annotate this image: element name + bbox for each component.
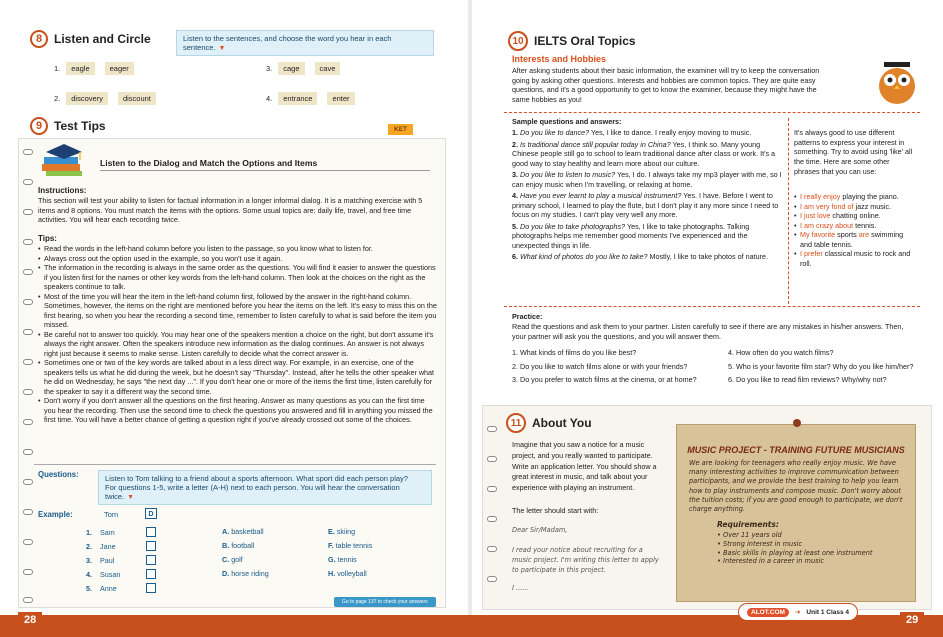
sample-label: Sample questions and answers: (512, 117, 622, 126)
binder-ring-icon (23, 269, 33, 275)
practice-number: 6. (728, 375, 734, 385)
instruction-text: Listen to the sentences, and choose the word you hear in each sentence. (183, 34, 392, 52)
binder-ring-icon (23, 149, 33, 155)
tips-list (38, 244, 438, 425)
option-text: table tennis (335, 541, 373, 550)
sample-qa-list (512, 128, 782, 264)
section-number: 10 (508, 31, 528, 51)
qa-item (512, 222, 782, 251)
check-answers-note[interactable]: Go to page 137 to check your answers (334, 597, 436, 607)
binder-ring-icon (23, 329, 33, 335)
instructions-label: Instructions: (38, 186, 87, 195)
phrase-item (794, 211, 916, 221)
phrase-rest: jazz music. (853, 201, 892, 211)
qa-answer: Yes, I do. I always take my mp3 player with me, so I can enjoy music when I'm travelling, or relaxing at home. (512, 170, 782, 189)
binder-ring-icon (23, 179, 33, 185)
qa-answer: Yes, I like to dance. I really enjoy moving to music. (589, 128, 752, 137)
phrase-item (794, 230, 916, 249)
questions-label: Questions: (38, 470, 79, 479)
answer-box[interactable] (146, 527, 156, 537)
option-item (328, 539, 372, 553)
phrase-highlight: are (858, 230, 870, 239)
left-page (0, 0, 468, 615)
circle-item (54, 62, 138, 75)
phrase-rest: chatting online. (830, 211, 881, 220)
item-number: 2. (54, 94, 61, 103)
option-text: tennis (337, 555, 357, 564)
item-number: 1. (54, 64, 61, 73)
section-number: 9 (30, 117, 48, 135)
word-choice[interactable]: eagle (66, 62, 94, 75)
word-choice[interactable]: cave (315, 62, 341, 75)
letter-ellipsis: I ...... (512, 584, 529, 592)
binder-ring-icon (23, 239, 33, 245)
answer-box[interactable] (146, 555, 156, 565)
option-text: basketball (231, 527, 264, 536)
qa-item (512, 252, 782, 262)
option-item (222, 539, 269, 553)
questions-instruction-box (98, 470, 432, 505)
circle-item (266, 92, 359, 105)
qa-item (512, 170, 782, 189)
practice-text-item: Do you like to watch films alone or with your friends? (520, 361, 688, 371)
tip-item: • Read the words in the left-hand column before you listen to the passage, so you know what to listen for. (38, 244, 438, 254)
practice-number: 3. (512, 375, 518, 385)
option-text: golf (231, 555, 243, 564)
tip-item: • Sometimes one or two of the key words are talked about in a less direct way. For example, in an exercise, one of the speakers tells us what he did during the week, but he doesn't say "Thursday". Instead, after he tells the other speaker what he did on Wednesday, he says "the next day ...". If you don't hear one or more of the items the first time, listen carefully for the speaker to say it a different way the second time. (38, 358, 438, 396)
qa-question: What kind of photos do you like to take? (520, 252, 648, 261)
circle-item (266, 62, 344, 75)
page-number-left: 28 (18, 612, 42, 628)
tips-subtitle: Listen to the Dialog and Match the Options and Items (100, 158, 318, 168)
option-letter: B. (222, 541, 230, 550)
requirement-item: • Strong interest in music (717, 540, 875, 549)
practice-text-item: How often do you watch films? (736, 348, 834, 357)
requirement-item: • Basic skills in playing at least one instrument (717, 549, 875, 558)
instructions-text: This section will test your ability to listen for factual information in a longer informal dialog. It is a matching exercise with 5 items and 8 options. You must match the items with the options. Some usual topics are: daily life, travel, and free time activities. You will hear each recording twice. (38, 196, 423, 225)
owl-mascot-icon (874, 58, 920, 106)
questions-divider (34, 464, 436, 465)
word-choice[interactable]: eager (105, 62, 134, 75)
section-10-header (508, 31, 636, 51)
poster-body: We are looking for teenagers who really enjoy music. We have many interesting activities to improve communication between participants, and we provide the best training to help you learn how to play instruments and compose music. Don't worry about the tuition costs; if you are good enough to participate, we don't charge anything. (689, 459, 903, 514)
page-number-right: 29 (900, 612, 924, 628)
binder-ring-icon (487, 516, 497, 522)
qa-number: 2. (512, 139, 518, 149)
answer-box[interactable] (146, 541, 156, 551)
phrase-rest: sports (835, 230, 859, 239)
practice-number: 4. (728, 348, 734, 357)
topic-intro: After asking students about their basic information, the examiner will try to keep the conversation going by asking other questions. Interests and hobbies are common topics. They are quite easy questions, and it's a good opportunity to get to know the examiner, because they might have the same hobbies as you! (512, 66, 820, 105)
qa-number: 1. (512, 128, 518, 137)
qa-number: 6. (512, 252, 518, 261)
person-number: 5. (86, 583, 92, 593)
section-11-header (506, 413, 592, 433)
practice-number: 1. (512, 348, 518, 357)
tips-label: Tips: (38, 234, 57, 243)
option-letter: G. (328, 555, 336, 564)
phrase-rest: swimming and table tennis. (800, 230, 904, 249)
person-number: 2. (86, 541, 92, 551)
person-row (86, 525, 156, 539)
qa-question: Do you like to listen to music? (520, 170, 616, 179)
phrase-item (794, 249, 916, 268)
qa-number: 4. (512, 191, 518, 200)
topic-subtitle: Interests and Hobbies (512, 54, 607, 64)
section-title: Test Tips (54, 119, 106, 133)
instruction-box (176, 30, 434, 56)
section-title: About You (532, 416, 592, 430)
poster-title: MUSIC PROJECT - TRAINING FUTURE MUSICIANS (687, 445, 905, 455)
binder-ring-icon (487, 426, 497, 432)
word-choice[interactable]: enter (327, 92, 354, 105)
qa-question: Do you like to take photographs? (520, 221, 626, 231)
practice-text: Read the questions and ask them to your partner. Listen carefully to see if there are any mistakes in his/her answers. Then, your partner will ask you the questions, and you will answer them. (512, 322, 904, 341)
people-list (86, 525, 156, 595)
tip-item: • The information in the recording is always in the same order as the questions. You will find it easier to answer the questions if you listen first for the names or other key words from the left-hand column. Then look at the choices on the right as the speakers continue to talk. (38, 263, 438, 292)
example-label: Example: (38, 510, 73, 519)
practice-question (728, 360, 938, 374)
binder-ring-icon (23, 299, 33, 305)
requirement-item: • Interested in a career in music (717, 557, 875, 566)
dashed-vertical-divider (788, 118, 789, 304)
option-item (222, 567, 269, 581)
person-number: 4. (86, 569, 92, 579)
binder-ring-icon (23, 479, 33, 485)
qa-answer: Yes, I like to take photographs. Talking photographs helps me remember good moments I've experienced and the unexpected things in life. (512, 221, 750, 250)
binder-ring-icon (23, 449, 33, 455)
practice-question (512, 360, 722, 374)
option-item (328, 553, 372, 567)
circle-item (54, 92, 160, 105)
practice-number: 5. (728, 361, 734, 371)
binder-ring-icon (23, 359, 33, 365)
option-letter: C. (222, 555, 230, 564)
item-number: 3. (266, 64, 273, 73)
binder-ring-icon (23, 539, 33, 545)
questions-instruction-line: For questions 1-5, write a letter (A-H) next to each person. You will hear the conversation twice. (105, 483, 400, 501)
site-label: ALOT.COM (747, 608, 789, 617)
play-triangle-icon[interactable]: ▼ (218, 45, 226, 52)
phrase-highlight: My favorite (800, 230, 836, 239)
practice-question (728, 373, 938, 387)
option-item (222, 553, 269, 567)
word-choice[interactable]: discount (118, 92, 156, 105)
options-left (222, 525, 269, 581)
option-text: volleyball (337, 569, 367, 578)
phrase-item (794, 221, 916, 231)
option-letter: H. (328, 569, 336, 578)
option-text: skiing (336, 527, 356, 536)
qa-answer: Mostly, I like to take photos of nature. (647, 252, 768, 261)
phrase-item (794, 192, 916, 202)
binder-ring-icon (23, 389, 33, 395)
binder-ring-icon (23, 597, 33, 603)
tip-item: • Don't worry if you don't answer all the questions on the first hearing. Answer as many questions as you can the first time you hear the recording. Then use the second time to check the questions you answered and fill in anything you missed the first time. You will have a better chance of getting a question right if you've already crossed out some of the choices. (38, 396, 438, 425)
phrase-highlight: I really enjoy (800, 192, 841, 201)
requirement-item: • Over 11 years old (717, 531, 875, 540)
binder-ring-icon (23, 209, 33, 215)
qa-question: Is traditional dance still popular today in China? (520, 139, 671, 149)
dashed-divider (504, 306, 920, 307)
dashed-divider (504, 112, 920, 113)
phrases-list (794, 192, 916, 268)
answer-box[interactable] (146, 583, 156, 593)
option-letter: A. (222, 527, 230, 536)
letter-start-label: The letter should start with: (512, 506, 599, 515)
about-you-text: Imagine that you saw a notice for a music project, and you really wanted to participate. Write an application letter. You should show a great interest in music, and talk about your experience with playing an instrument. (512, 440, 657, 493)
section-number: 11 (506, 413, 526, 433)
binder-ring-icon (487, 546, 497, 552)
requirements-label: Requirements: (717, 520, 779, 530)
binder-ring-icon (487, 486, 497, 492)
option-item (328, 567, 372, 581)
person-name: Sam (100, 527, 115, 537)
qa-number: 3. (512, 170, 518, 179)
example-name: Tom (104, 510, 119, 519)
qa-question: Have you ever learnt to play a musical instrument? (520, 191, 682, 200)
phrase-highlight: I am crazy about (800, 220, 854, 230)
options-right (328, 525, 372, 581)
word-choice[interactable]: discovery (66, 92, 108, 105)
unit-label: Unit 1 Class 4 (806, 608, 850, 616)
option-text: football (231, 541, 255, 550)
ket-tag: KET (388, 124, 413, 135)
phrase-highlight: I am very fond of (800, 201, 854, 211)
person-row (86, 539, 156, 553)
person-name: Susan (100, 569, 121, 579)
letter-body: I read your notice about recruiting for a music project. I'm writing this letter to apply to participate in this project. (512, 546, 659, 574)
practice-question (728, 346, 938, 360)
practice-text-item: Do you prefer to watch films at the cinema, or at home? (520, 375, 697, 385)
binder-ring-icon (487, 576, 497, 582)
example-answer-box: D (145, 508, 157, 519)
phrases-intro: It's always good to use different patterns to express your interest in something. Try to avoid using 'like' all the time. Here are some other phrases that you can use: (794, 128, 913, 176)
person-number: 1. (86, 527, 92, 537)
person-number: 3. (86, 555, 92, 565)
person-row (86, 567, 156, 581)
practice-text-item: Do you like to read film reviews? Why/why not? (736, 375, 887, 385)
play-triangle-icon[interactable]: ▼ (127, 494, 135, 501)
tip-item: • Be careful not to answer too quickly. You may hear one of the speakers mention a choice on the right, but don't assume it's always the right answer. Often the speakers introduce new information as the dialog continues. An answer is not always right just because it seems to make sense. Listen carefully to decide what the correct answer is. (38, 330, 438, 359)
letter-salutation: Dear Sir/Madam, (512, 526, 568, 534)
practice-text-item: What kinds of films do you like best? (520, 348, 637, 357)
practice-number: 2. (512, 361, 518, 371)
person-name: Anne (100, 583, 117, 593)
word-choice[interactable]: cage (278, 62, 304, 75)
pin-icon (793, 419, 801, 427)
section-number: 8 (30, 30, 48, 48)
item-number: 4. (266, 94, 273, 103)
binder-ring-icon (23, 509, 33, 515)
option-item (222, 525, 269, 539)
books-graduation-cap-icon (38, 142, 88, 178)
phrase-highlight: I just love (800, 211, 831, 220)
binder-ring-icon (23, 419, 33, 425)
binder-ring-icon (23, 569, 33, 575)
answer-box[interactable] (146, 569, 156, 579)
subtitle-divider (100, 170, 430, 171)
option-item (328, 525, 372, 539)
phrase-rest: tennis. (853, 220, 877, 230)
phrase-item (794, 202, 916, 212)
word-choice[interactable]: entrance (278, 92, 317, 105)
section-title: IELTS Oral Topics (534, 34, 636, 48)
section-8-header (30, 30, 151, 48)
practice-label: Practice: (512, 312, 543, 321)
option-letter: D. (222, 569, 230, 578)
binder-ring-icon (487, 456, 497, 462)
qa-question: Do you like to dance? (520, 128, 590, 137)
questions-instruction-line: Listen to Tom talking to a friend about a sports afternoon. What sport did each person play? (105, 474, 408, 483)
right-page (472, 0, 943, 615)
qa-item (512, 140, 782, 169)
person-name: Jane (100, 541, 116, 551)
section-title: Listen and Circle (54, 32, 151, 46)
practice-questions-left (512, 346, 722, 387)
option-text: horse riding (231, 569, 269, 578)
tip-item: • Most of the time you will hear the item in the left-hand column first, followed by the answer in the right-hand column. Sometimes, however, the items on the right are mentioned before you hear the items on the left. It's easy to miss this on the first hearing, so when you hear the recording a second time, remember to listen carefully to what is said before the item you missed. (38, 292, 438, 330)
section-9-header (30, 117, 106, 135)
practice-questions-right (728, 346, 938, 387)
practice-question (512, 346, 722, 360)
person-name: Paul (100, 555, 115, 565)
phrase-rest: classical music to rock and roll. (800, 249, 911, 268)
tip-item: • Always cross out the option used in the example, so you won't use it again. (38, 254, 438, 264)
qa-answer: Yes, I think so. Many young Chinese people still go to school to learn traditional dance after class or work. It's a good way to stay healthy and learn more about our culture. (512, 139, 776, 168)
option-letter: F. (328, 541, 334, 550)
qa-number: 5. (512, 221, 518, 231)
practice-text-item: Who is your favorite film star? Why do you like him/her? (736, 361, 914, 371)
qa-item (512, 128, 782, 138)
qa-answer: Yes. I have. Before I went to primary school, I learned to play the flute, but I don't play it any more since I need to focus on my studies. I can't play very well any more. (512, 191, 779, 219)
arrow-right-icon: ➜ (794, 609, 801, 616)
practice-question (512, 373, 722, 387)
footer-badge[interactable] (738, 603, 858, 621)
phrase-highlight: I prefer (800, 249, 823, 258)
qa-item (512, 191, 782, 220)
option-letter: E. (328, 527, 335, 536)
person-row (86, 553, 156, 567)
phrase-rest: playing the piano. (840, 192, 899, 201)
requirements-list (677, 531, 915, 566)
person-row (86, 581, 156, 595)
music-project-poster (676, 424, 916, 602)
